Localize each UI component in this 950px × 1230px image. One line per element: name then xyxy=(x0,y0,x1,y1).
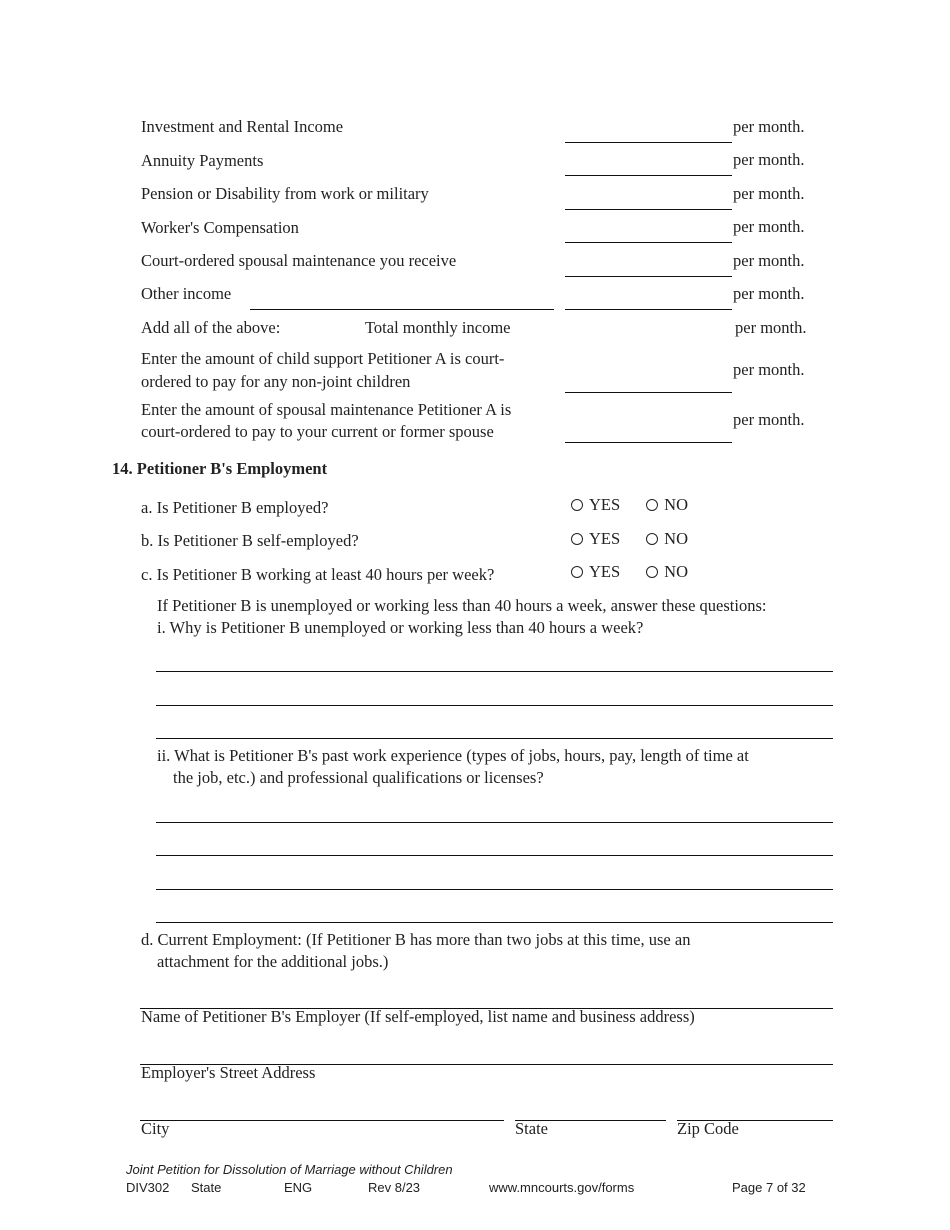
question-c-yes-option[interactable] xyxy=(571,562,620,582)
per-month-label: per month. xyxy=(733,217,805,236)
question-ii-answer-line-2[interactable] xyxy=(156,835,833,856)
other-income-description-input[interactable] xyxy=(250,289,554,310)
spousal-received-input[interactable] xyxy=(565,256,732,277)
city-input[interactable] xyxy=(140,1100,504,1121)
question-a-yes-option[interactable] xyxy=(571,495,620,515)
annuity-input[interactable] xyxy=(565,155,732,176)
question-c-no-option[interactable] xyxy=(646,562,688,582)
per-month-label: per month. xyxy=(733,117,805,136)
question-a-no-option[interactable] xyxy=(646,495,688,515)
child-support-input[interactable] xyxy=(565,372,732,393)
question-ii-answer-line-3[interactable] xyxy=(156,869,833,890)
section-14-title: 14. Petitioner B's Employment xyxy=(112,459,328,478)
question-a-label: a. Is Petitioner B employed? xyxy=(141,498,329,517)
zip-label: Zip Code xyxy=(677,1119,739,1138)
per-month-label: per month. xyxy=(733,284,805,303)
footer-url[interactable]: www.mncourts.gov/forms xyxy=(489,1180,635,1195)
per-month-label: per month. xyxy=(733,150,805,169)
no-label: NO xyxy=(664,529,689,548)
income-label-workers-comp: Worker's Compensation xyxy=(141,218,299,237)
footer-language: ENG xyxy=(284,1180,313,1195)
total-monthly-income-label: Total monthly income xyxy=(365,318,511,337)
other-income-input[interactable] xyxy=(565,289,732,310)
employer-street-input[interactable] xyxy=(140,1044,833,1065)
question-b-no-option[interactable] xyxy=(646,529,688,549)
city-label: City xyxy=(141,1119,170,1138)
child-support-label-line1: Enter the amount of child support Petitioner A is court- xyxy=(141,349,505,368)
yes-label: YES xyxy=(589,529,621,548)
state-label: State xyxy=(515,1119,548,1138)
radio-circle-icon[interactable] xyxy=(646,533,658,545)
spousal-paid-input[interactable] xyxy=(565,422,732,443)
question-a-radio-group xyxy=(571,495,688,515)
per-month-label: per month. xyxy=(733,410,805,429)
question-b-label: b. Is Petitioner B self-employed? xyxy=(141,531,359,550)
question-ii-answer-line-1[interactable] xyxy=(156,802,833,823)
income-label-annuity: Annuity Payments xyxy=(141,151,264,170)
yes-label: YES xyxy=(589,495,621,514)
child-support-label-line2: ordered to pay for any non-joint children xyxy=(141,372,411,391)
radio-circle-icon[interactable] xyxy=(646,499,658,511)
question-i-answer-line-3[interactable] xyxy=(156,718,833,739)
question-c-radio-group xyxy=(571,562,688,582)
footer-page-number: Page 7 of 32 xyxy=(732,1180,806,1195)
pension-input[interactable] xyxy=(565,189,732,210)
income-label-investment: Investment and Rental Income xyxy=(141,117,344,136)
footer-form-title: Joint Petition for Dissolution of Marriage without Children xyxy=(126,1162,453,1177)
state-input[interactable] xyxy=(515,1100,666,1121)
current-employment-text-line2: attachment for the additional jobs.) xyxy=(157,952,389,971)
footer-state: State xyxy=(191,1180,222,1195)
current-employment-text-line1: d. Current Employment: (If Petitioner B has more than two jobs at this time, use an xyxy=(141,930,691,949)
total-add-label: Add all of the above: xyxy=(141,318,281,337)
employer-name-label: Name of Petitioner B's Employer (If self-employed, list name and business address) xyxy=(141,1007,695,1026)
employer-street-label: Employer's Street Address xyxy=(141,1063,316,1082)
income-label-spousal-received: Court-ordered spousal maintenance you receive xyxy=(141,251,457,270)
question-b-radio-group xyxy=(571,529,688,549)
radio-circle-icon[interactable] xyxy=(571,499,583,511)
radio-circle-icon[interactable] xyxy=(571,533,583,545)
question-ii-text-line1: ii. What is Petitioner B's past work experience (types of jobs, hours, pay, length of time at xyxy=(157,746,749,765)
per-month-label: per month. xyxy=(733,184,805,203)
per-month-label: per month. xyxy=(733,360,805,379)
no-label: NO xyxy=(664,562,689,581)
question-ii-text-line2: the job, etc.) and professional qualifications or licenses? xyxy=(173,768,544,787)
radio-circle-icon[interactable] xyxy=(646,566,658,578)
footer-form-id: DIV302 xyxy=(126,1180,170,1195)
spousal-paid-label-line2: court-ordered to pay to your current or former spouse xyxy=(141,422,494,441)
income-label-pension: Pension or Disability from work or military xyxy=(141,184,429,203)
unemployed-intro-text: If Petitioner B is unemployed or working less than 40 hours a week, answer these questions: xyxy=(157,596,767,615)
footer-revision: Rev 8/23 xyxy=(368,1180,421,1195)
spousal-paid-label-line1: Enter the amount of spousal maintenance Petitioner A is xyxy=(141,400,512,419)
radio-circle-icon[interactable] xyxy=(571,566,583,578)
per-month-label: per month. xyxy=(733,251,805,270)
income-label-other: Other income xyxy=(141,284,232,303)
question-i-text: i. Why is Petitioner B unemployed or working less than 40 hours a week? xyxy=(157,618,644,637)
question-ii-answer-line-4[interactable] xyxy=(156,902,833,923)
zip-input[interactable] xyxy=(677,1100,833,1121)
workers-comp-input[interactable] xyxy=(565,222,732,243)
question-i-answer-line-1[interactable] xyxy=(156,651,833,672)
employer-name-input[interactable] xyxy=(140,988,833,1009)
question-c-label: c. Is Petitioner B working at least 40 hours per week? xyxy=(141,565,495,584)
per-month-label: per month. xyxy=(735,318,807,337)
question-b-yes-option[interactable] xyxy=(571,529,620,549)
question-i-answer-line-2[interactable] xyxy=(156,685,833,706)
no-label: NO xyxy=(664,495,689,514)
yes-label: YES xyxy=(589,562,621,581)
investment-income-input[interactable] xyxy=(565,122,732,143)
